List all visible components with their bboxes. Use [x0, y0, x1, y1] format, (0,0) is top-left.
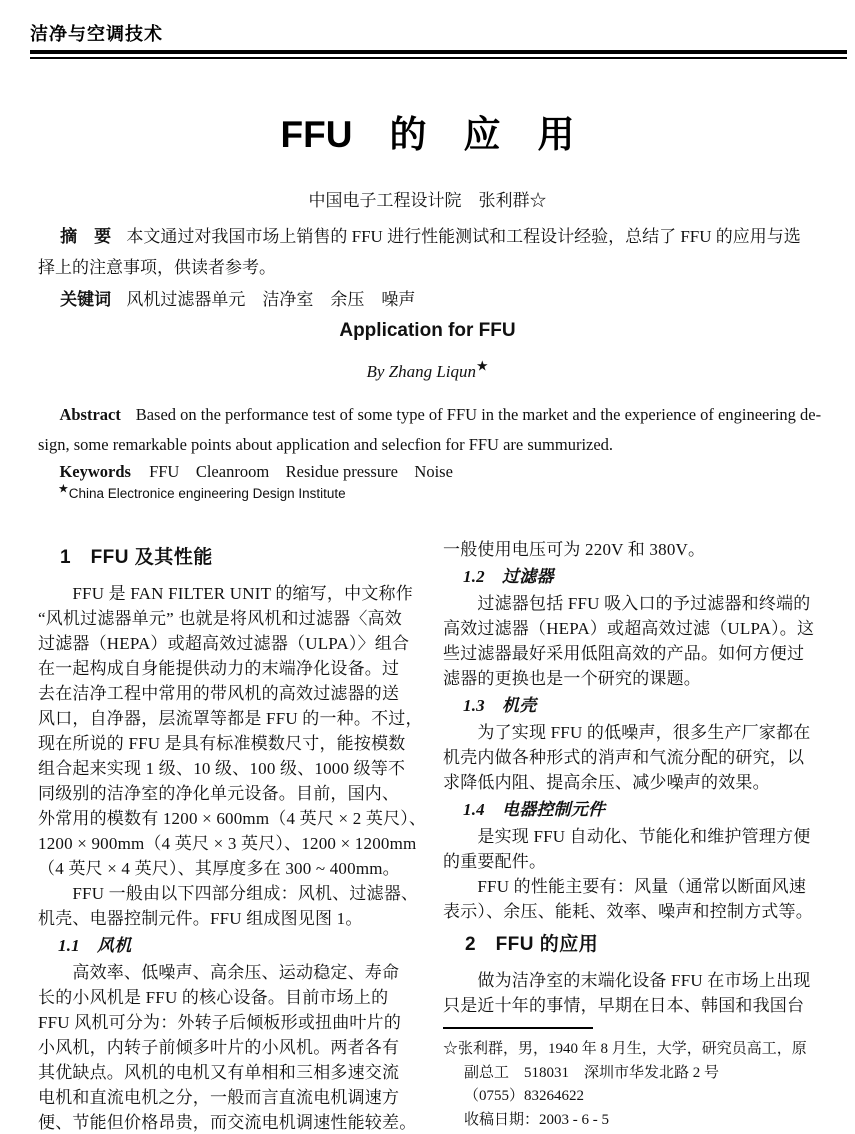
keywords-en-text: FFU Cleanroom Residue pressure Noise — [149, 462, 453, 481]
text-line: FFU 是 FAN FILTER UNIT 的缩写，中文称作 — [38, 584, 413, 603]
text-line: FFU 一般由以下四部分组成：风机、过滤器、 — [38, 884, 419, 903]
text-line: 电机和直流电机之分，一般而言直流电机调速方 — [38, 1088, 400, 1107]
footnote-rule — [443, 1027, 593, 1029]
text-line: 风口，自净器，层流罩等都是 FFU 的一种。不过， — [38, 709, 423, 728]
abstract-cn — [38, 221, 822, 283]
text-line: 同级别的洁净室的净化单元设备。目前，国内、 — [38, 784, 400, 803]
text-line: 高效过滤器（HEPA）或超高效过滤（ULPA）。这 — [443, 619, 815, 638]
sub-heading: 1.3 机壳 — [463, 696, 537, 715]
text-line: 现在所说的 FFU 是具有标准模数尺寸，能按模数 — [38, 734, 406, 753]
text-line: 些过滤器最好采用低阻高效的产品。如何方便过 — [443, 644, 805, 663]
abstract-en-label: Abstract — [59, 405, 121, 424]
footnote-lines — [443, 1038, 825, 1132]
abstract-en — [38, 400, 822, 460]
text-line: “风机过滤器单元” 也就是将风机和过滤器〈高效 — [38, 609, 402, 628]
text-line: ☆张利群，男，1940 年 8 月生，大学，研究员高工，原 — [443, 1041, 807, 1057]
abstract-cn-text: 本文通过对我国市场上销售的 FFU 进行性能测试和工程设计经验，总结了 FFU 的应用与选 — [126, 227, 801, 246]
text-line: 为了实现 FFU 的低噪声，很多生产厂家都在 — [443, 723, 811, 742]
abstract-en-line2: sign, some remarkable points about application and selecfion for FFU are summurized. — [38, 435, 614, 454]
article-title-cn: FFU 的 应 用 — [280, 114, 575, 155]
text-line: 做为洁净室的末端化设备 FFU 在市场上出现 — [443, 971, 811, 990]
text-line: 收稿日期：2003 - 6 - 5 — [464, 1111, 609, 1128]
text-line: 是实现 FFU 自动化、节能化和维护管理方便 — [443, 827, 811, 846]
text-line: 高效率、低噪声、高余压、运动稳定、寿命 — [38, 963, 400, 982]
abstract-cn-label: 摘 要 — [60, 227, 112, 246]
sub-heading: 1.4 电器控制元件 — [463, 800, 606, 819]
text-line: 只是近十年的事情，早期在日本、韩国和我国台 — [443, 996, 805, 1015]
text-line: 滤器的更换也是一个研究的课题。 — [443, 669, 701, 688]
text-line: 小风机，内转子前倾多叶片的小风机。两者各有 — [38, 1038, 400, 1057]
author-line: 中国电子工程设计院 张利群☆ — [308, 191, 547, 210]
text-line: FFU 的性能主要有：风量（通常以断面风速 — [443, 877, 807, 896]
abstract-cn-line2: 择上的注意事项，供读者参考。 — [38, 258, 276, 277]
byline-text: By Zhang Liqun — [366, 362, 476, 381]
text-line: 表示）、余压、能耗、效率、噪声和控制方式等。 — [443, 902, 813, 921]
sub-heading: 1.2 过滤器 — [463, 567, 554, 586]
abstract-en-line1 — [38, 400, 822, 430]
left-column — [38, 537, 428, 1134]
text-line: 机壳内做各种形式的消声和气流分配的研究，以 — [443, 748, 805, 767]
text-line: （4 英尺 × 4 英尺）、其厚度多在 300 ~ 400mm。 — [38, 859, 400, 878]
journal-header — [30, 20, 847, 59]
affiliation-text: China Electronice engineering Design Institute — [68, 486, 346, 501]
text-line: 的重要配件。 — [443, 852, 547, 871]
star-icon: ★ — [58, 481, 69, 496]
right-column — [443, 537, 825, 1132]
text-line: 在一起构成自身能提供动力的末端净化设备。过 — [38, 659, 400, 678]
star-icon: ★ — [476, 359, 489, 375]
author-footnote — [443, 1027, 825, 1132]
text-line: 一般使用电压可为 220V 和 380V。 — [443, 540, 706, 559]
text-line: 1200 × 900mm（4 英尺 × 3 英尺）、1200 × 1200mm — [38, 834, 417, 853]
abstract-en-text: Based on the performance test of some type of FFU in the market and the experience of engineering de- — [135, 405, 822, 424]
right-column-text — [443, 537, 825, 1018]
text-line: 外常用的模数有 1200 × 600mm（4 英尺 × 2 英尺）、 — [38, 809, 427, 828]
text-line: （0755）83264622 — [464, 1088, 585, 1104]
header-rule-thick — [30, 50, 847, 54]
text-line: FFU 风机可分为：外转子后倾板形或扭曲叶片的 — [38, 1013, 402, 1032]
text-line: 长的小风机是 FFU 的核心设备。目前市场上的 — [38, 988, 389, 1007]
text-line: 组合起来实现 1 级、10 级、100 级、1000 级等不 — [38, 759, 406, 778]
keywords-en-label: Keywords — [59, 462, 131, 481]
text-line: 机壳、电器控制元件。FFU 组成图见图 1。 — [38, 909, 363, 928]
section-heading: 1 FFU 及其性能 — [60, 547, 213, 568]
text-line: 过滤器（HEPA）或超高效过滤器（ULPA）〉组合 — [38, 634, 410, 653]
journal-name: 洁净与空调技术 — [30, 24, 163, 44]
affiliation-note — [58, 481, 346, 501]
abstract-cn-line1 — [38, 221, 822, 252]
text-line: 其优缺点。风机的电机又有单相和三相多速交流 — [38, 1063, 400, 1082]
sub-heading: 1.1 风机 — [58, 936, 132, 955]
header-rule-thin — [30, 57, 847, 59]
byline — [0, 359, 855, 382]
text-line: 便、节能但价格昂贵，而交流电机调速性能较差。 — [38, 1113, 417, 1132]
text-line: 副总工 518031 深圳市华发北路 2 号 — [464, 1064, 720, 1081]
section-heading: 2 FFU 的应用 — [465, 934, 599, 955]
keywords-cn-label: 关键词 — [60, 290, 112, 309]
text-line: 去在洁净工程中常用的带风机的高效过滤器的送 — [38, 684, 400, 703]
keywords-cn — [38, 284, 822, 315]
keywords-en — [38, 457, 822, 487]
keywords-cn-text: 风机过滤器单元 洁净室 余压 噪声 — [126, 290, 416, 309]
article-title-en: Application for FFU — [339, 320, 516, 341]
text-line: 过滤器包括 FFU 吸入口的予过滤器和终端的 — [443, 594, 811, 613]
text-line: 求降低内阻、提高余压、减少噪声的效果。 — [443, 773, 770, 792]
